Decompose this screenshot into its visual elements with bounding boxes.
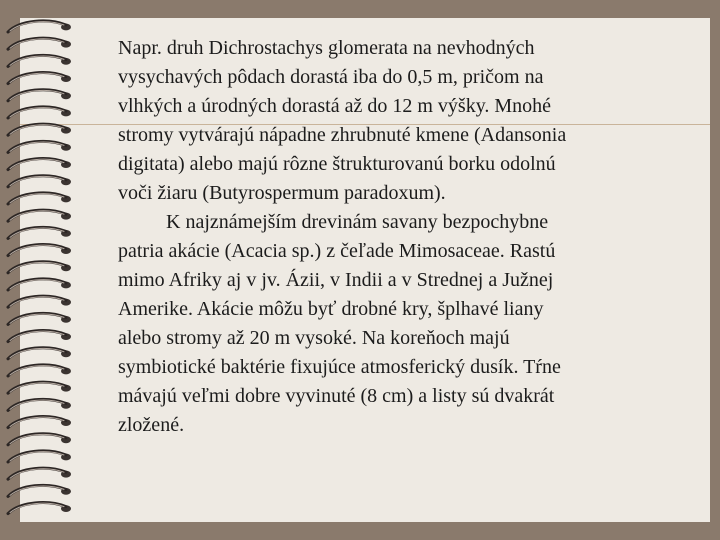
paragraph-dichrostachys [118,34,658,208]
binding-wire-highlight [10,434,64,443]
binding-wire-highlight [10,228,64,237]
binding-wire-highlight [10,176,64,185]
text-line: mávajú veľmi dobre vyvinuté (8 cm) a listy sú dvakrát [118,385,555,407]
binding-wire-highlight [10,400,64,409]
text-line: K najznámejším drevinám savany bezpochybne [166,211,549,233]
spiral-binding-icon [0,0,90,540]
text-line: stromy vytvárajú nápadne zhrubnuté kmene (Adansonia [118,124,567,146]
binding-wire-highlight [10,366,64,375]
binding-wire-highlight [10,486,64,495]
binding-wire-highlight [10,469,64,478]
binding-wire-highlight [10,503,64,512]
binding-wire-highlight [10,56,64,65]
binding-wire-highlight [10,280,64,289]
slide-body-text [118,34,658,440]
binding-wire-highlight [10,125,64,134]
text-line: voči žiaru (Butyrospermum paradoxum). [118,182,446,204]
binding-wire-highlight [10,314,64,323]
binding-wire-highlight [10,39,64,48]
binding-wire-highlight [10,211,64,220]
binding-wire-highlight [10,90,64,99]
binding-wire-highlight [10,348,64,357]
binding-wire-highlight [10,108,64,117]
binding-wire-highlight [10,297,64,306]
text-line: patria akácie (Acacia sp.) z čeľade Mimosaceae. Rastú [118,240,556,262]
binding-wire-highlight [10,142,64,151]
text-line: digitata) alebo majú rôzne štrukturovanú borku odolnú [118,153,556,175]
paragraph-acacia [118,208,658,440]
text-line: vysychavých pôdach dorastá iba do 0,5 m, pričom na [118,66,544,88]
binding-wire-highlight [10,331,64,340]
text-line: zložené. [118,414,185,436]
text-line: symbiotické baktérie fixujúce atmosferický dusík. Tŕne [118,356,561,378]
text-line: mimo Afriky aj v jv. Ázii, v Indii a v Strednej a Južnej [118,269,554,291]
binding-wire-highlight [10,262,64,271]
binding-wire-highlight [10,417,64,426]
text-line: Amerike. Akácie môžu byť drobné kry, šplhavé liany [118,298,544,320]
binding-wire-highlight [10,73,64,82]
text-line: alebo stromy až 20 m vysoké. Na koreňoch majú [118,327,510,349]
binding-wire-highlight [10,383,64,392]
text-line: vlhkých a úrodných dorastá až do 12 m výšky. Mnohé [118,95,552,117]
binding-wire-highlight [10,245,64,254]
binding-wire-highlight [10,194,64,203]
binding-wire-highlight [10,22,64,31]
binding-wire-highlight [10,159,64,168]
text-line: Napr. druh Dichrostachys glomerata na nevhodných [118,37,535,59]
binding-wire-highlight [10,452,64,461]
